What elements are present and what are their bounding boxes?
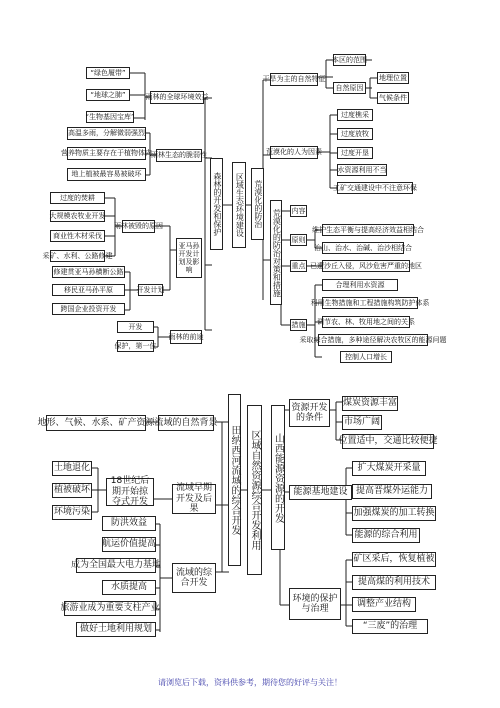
comp-item-4: 水质提高 [102, 580, 156, 595]
natural-resources-item: 地形、气候、水系、矿产资源 [46, 415, 146, 431]
forest-cause-node: 雨林被毁的原因 [122, 220, 155, 233]
forest-cause-item-1: 过度的焚耕 [50, 192, 105, 204]
forest-cause-item-3: 商业性木材采伐 [50, 230, 105, 242]
base-item-1: 扩大煤炭开采量 [352, 461, 426, 476]
forest-fragile-item-3: 地上植被最容易被破坏 [67, 168, 146, 181]
protect-item-1: 矿区采后，恢复植被 [352, 552, 436, 567]
natural-feature-node: 干旱为主的自然特征 [270, 73, 318, 86]
key-node: 重点 [290, 260, 307, 272]
natural-sub-2: 自然原因 [333, 82, 366, 94]
forest-global-item-3: “生物基因宝库” [86, 111, 134, 123]
base-item-4: 能源的综合利用 [352, 528, 420, 543]
steps-item-2: 利用生物措施和工程措施构筑防护体系 [322, 297, 418, 309]
measures-node: 荒漠化的防治对策和措施 [270, 200, 282, 305]
footer-note: 请浏览后下载，资料供参考，期待您的好评与关注！ [158, 678, 342, 687]
early-item-2: 植被破坏 [52, 483, 92, 498]
principle-node: 原则 [290, 234, 307, 246]
protect-item-3: 调整产业结构 [352, 597, 416, 612]
dev-plan-node: 开发计划 [138, 284, 163, 296]
steps-item-4: 采取综合措施，多种途径解决农牧区的能源问题 [318, 334, 428, 346]
steps-item-3: 调节农、林、牧用地之间的关系 [322, 316, 410, 328]
forest-global-item-2: “地球之肺” [86, 89, 130, 101]
regional-eco-node: 区域生态环境建设 [232, 162, 246, 248]
protect-item-2: 提高煤的利用技术 [352, 575, 436, 590]
forest-fragile-node: 雨林生态的脆弱性 [156, 149, 202, 162]
regional-resource-node: 区域自然资源综合开发利用 [247, 405, 262, 575]
forest-fragile-item-2: 营养物质主要存在于植物体内 [67, 147, 146, 160]
comp-item-2: 航运价值提高 [102, 537, 156, 552]
conditions-item-2: 市场广阔 [342, 415, 382, 430]
steps-item-1: 合理利用水资源 [322, 279, 398, 291]
basin-early-node: 流域早期开发及后果 [172, 484, 216, 514]
forest-cause-item-2: 大规模农牧业开发 [50, 210, 105, 222]
forest-fragile-item-1: 高温多雨，分解微弱强烈 [67, 127, 146, 140]
conditions-item-3: 位置适中，交通比较便捷 [342, 434, 434, 449]
amazon-node: 亚马孙开发计划及影响 [176, 238, 202, 278]
base-item-2: 提高晋煤外运能力 [352, 484, 432, 499]
protect-item-4: “三废”的治理 [352, 619, 428, 634]
human-item-4: 水资源利用不当 [337, 164, 387, 176]
comp-item-5: 旅游业成为重要支柱产业 [64, 601, 156, 616]
desertification-control-node: 荒漠化的防治 [251, 168, 264, 240]
protect-node: 环境的保护与治理 [289, 588, 341, 620]
early-item-3: 环境污染 [52, 505, 92, 520]
future-item-2: 保护，第一位 [117, 340, 154, 352]
future-item-1: 开发 [117, 321, 154, 333]
future-node: 雨林的前途 [170, 330, 202, 344]
natural-leaf-1: 地理位置 [377, 72, 409, 84]
early-mid-node: 18世纪后期开始掠夺式开发 [106, 478, 154, 506]
dev-plan-item-2: 移民亚马孙平原 [52, 284, 125, 296]
human-item-2: 过度放牧 [337, 128, 373, 140]
natural-sub-1: 本区的范围 [333, 54, 366, 66]
dev-plan-item-3: 跨国企业投资开发 [52, 303, 125, 315]
principle-item-1: 维护生态平衡与提高经济效益相结合 [322, 224, 414, 236]
human-item-3: 过度开垦 [337, 147, 373, 159]
steps-item-5: 控制人口增长 [340, 351, 392, 363]
key-item-1: 已遭沙丘入侵，风沙危害严重的地区 [322, 260, 410, 272]
content-node: 内容 [290, 205, 307, 217]
comp-item-3: 成为全国最大电力基地 [76, 558, 156, 573]
human-item-1: 过度樵采 [337, 109, 373, 121]
tennessee-node: 田纳西河流域的综合开发 [228, 394, 241, 566]
conditions-item-1: 煤炭资源丰富 [342, 396, 398, 411]
dev-plan-item-1: 修建贯亚马孙横断公路 [52, 266, 125, 278]
basin-natural-node: 流域的自然背景 [158, 415, 214, 431]
forest-global-item-1: “绿色履带” [86, 67, 130, 79]
natural-leaf-2: 气候条件 [377, 92, 409, 104]
steps-node: 措施 [290, 319, 307, 331]
human-item-5: 工矿交通建设中不注意环保 [337, 182, 413, 194]
base-item-3: 加强煤炭的加工转换 [352, 506, 436, 521]
conditions-node: 资源开发的条件 [289, 399, 330, 427]
forest-global-node: 雨林的全球环境效益 [150, 91, 204, 104]
forest-cause-item-4: 采矿、水利、公路修建 [50, 250, 105, 262]
comp-item-1: 防洪效益 [102, 516, 156, 531]
early-item-1: 土地退化 [52, 461, 92, 476]
human-factor-node: 荒漠化的人为因素 [270, 146, 318, 159]
basin-comp-node: 流域的综合开发 [172, 563, 216, 593]
comp-item-6: 做好土地利用规划 [76, 622, 156, 637]
shanxi-energy-node: 山西能源资源的开发 [271, 405, 285, 550]
forest-dev-protect-node: 森林的开发和保护 [210, 158, 223, 250]
energy-base-node: 能源基地建设 [289, 485, 352, 500]
principle-item-2: 治山、治水、治碱、治沙相结合 [322, 242, 404, 254]
